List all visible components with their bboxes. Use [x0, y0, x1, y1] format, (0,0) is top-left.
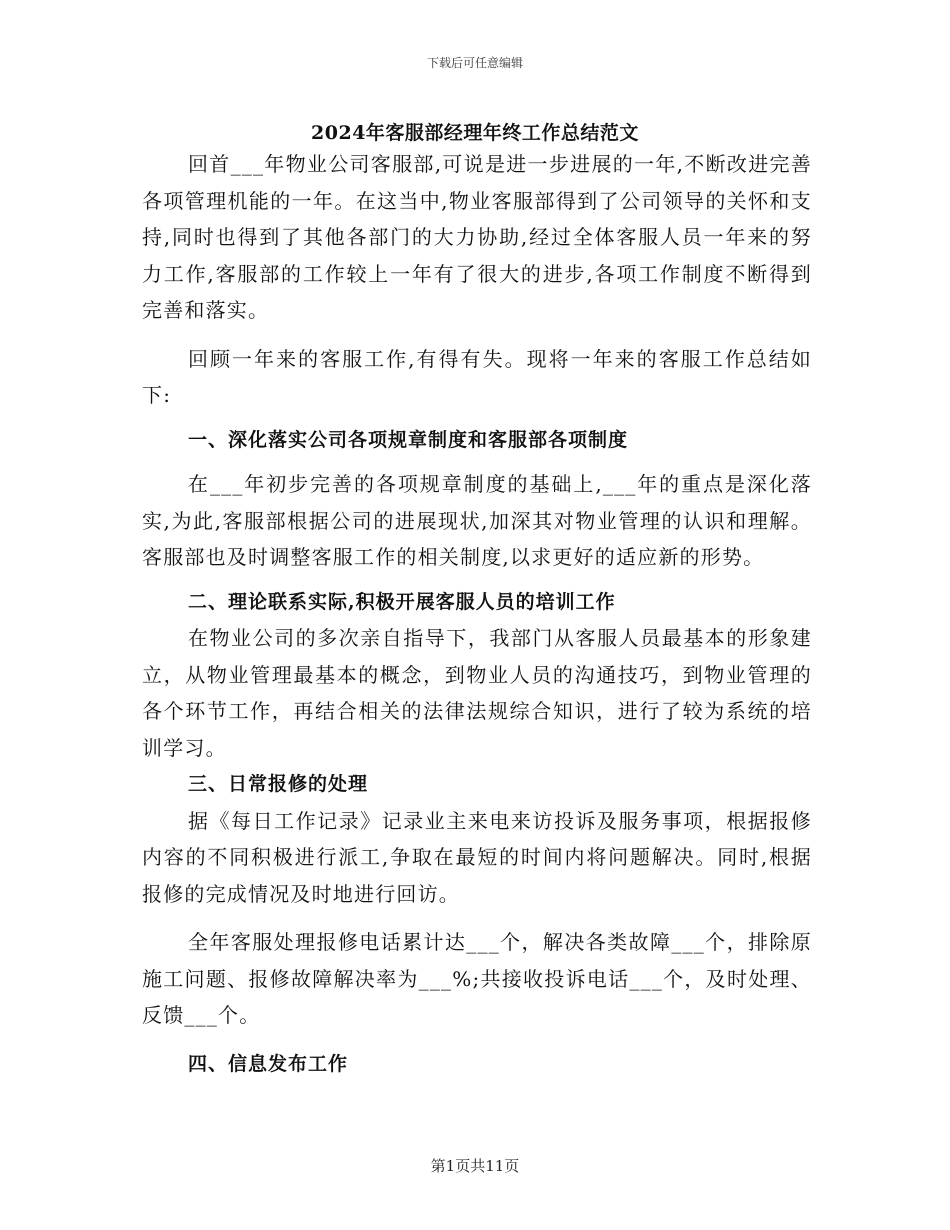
paragraph-intro: 回首___年物业公司客服部,可说是进一步进展的一年,不断改进完善各项管理机能的一年。在这当中,物业客服部得到了公司领导的关怀和支持,同时也得到了其他各部门的大力协助,经过全体客服人员一年来的努力工作,客服部的工作较上一年有了很大的进步,各项工作制度不断得到完善和落实。	[142, 152, 812, 322]
paragraph-review: 回顾一年来的客服工作,有得有失。现将一年来的客服工作总结如下:	[142, 346, 812, 407]
section-heading-3: 三、日常报修的处理	[188, 773, 369, 795]
section-heading-4: 四、信息发布工作	[188, 1052, 349, 1075]
paragraph-section-2: 在物业公司的多次亲自指导下，我部门从客服人员最基本的形象建立，从物业管理最基本的概念，到物业人员的沟通技巧，到物业管理的各个环节工作，再结合相关的法律法规综合知识，进行了较为系统的培训学习。	[142, 626, 812, 760]
document-body	[142, 146, 812, 1082]
paragraph-section-1: 在___年初步完善的各项规章制度的基础上,___年的重点是深化落实,为此,客服部根据公司的进展现状,加深其对物业管理的认识和理解。客服部也及时调整客服工作的相关制度,以求更好的适应新的形势。	[142, 472, 812, 569]
section-heading-2: 二、理论联系实际,积极开展客服人员的培训工作	[188, 590, 616, 613]
section-heading-1: 一、深化落实公司各项规章制度和客服部各项制度	[188, 428, 629, 451]
paragraph-statistics: 全年客服处理报修电话累计达___个，解决各类故障___个，排除原施工问题、报修故障解决率为___%;共接收投诉电话___个，及时处理、反馈___个。	[142, 930, 812, 1027]
paragraph-section-3: 据《每日工作记录》记录业主来电来访投诉及服务事项，根据报修内容的不同积极进行派工,争取在最短的时间内将问题解决。同时,根据报修的完成情况及时地进行回访。	[142, 808, 812, 906]
document-title: 2024年客服部经理年终工作总结范文	[311, 122, 639, 144]
page-header: 下载后可任意编辑	[426, 56, 523, 70]
page-footer: 第1页共11页	[430, 1157, 520, 1175]
